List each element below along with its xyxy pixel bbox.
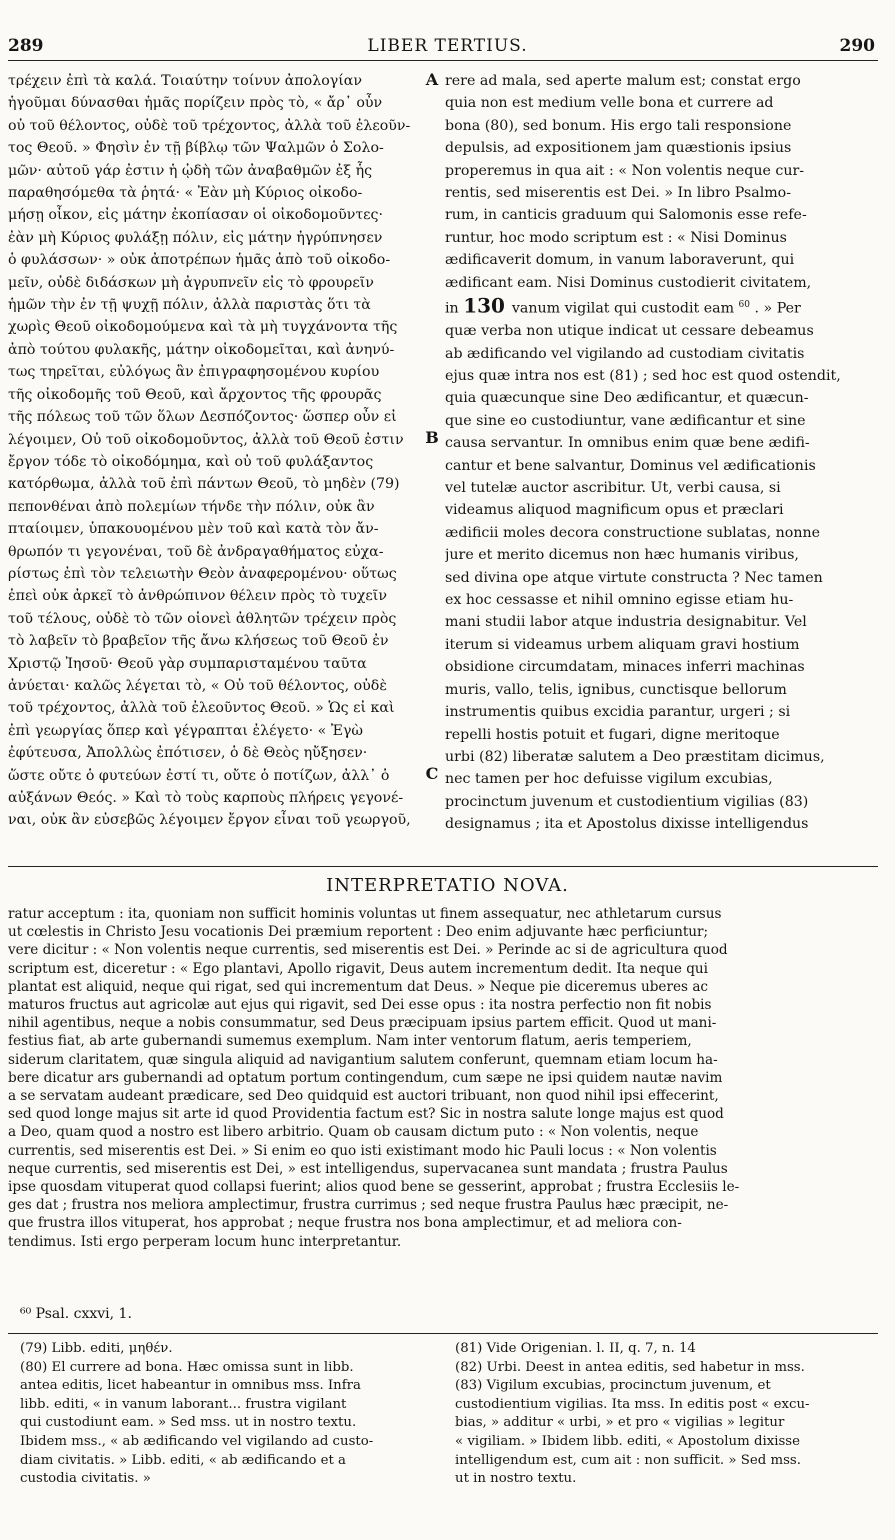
greek-text-line: χωρὶς Θεοῦ οἰκοδομούμενα καὶ τὰ μὴ τυγχάνοντα τῆς — [8, 319, 398, 336]
interpretatio-line: nihil agentibus, neque a nobis consummatur, sed Deus præcipuam ipsius partem efficit. Quod ut mani- — [8, 1015, 717, 1032]
latin-text-line: properemus in qua ait : « Non volentis neque cur- — [445, 162, 805, 179]
footnote-line: (80) El currere ad bona. Hæc omissa sunt in libb. — [20, 1359, 354, 1375]
latin-text-line: ædificant eam. Nisi Dominus custodierit civitatem, — [445, 274, 812, 291]
footnote-line: bias, » additur « urbi, » et pro « vigilias » legitur — [455, 1415, 785, 1431]
interpretatio-line: sed quod longe majus sit arte id quod Providentia factum est? Sic in nostra salute longe majus est quod — [8, 1106, 724, 1123]
footnote-line: (81) Vide Origenian. l. II, q. 7, n. 14 — [455, 1341, 696, 1356]
latin-text-line: ex hoc cessasse et nihil omnino egisse etiam hu- — [445, 592, 794, 609]
greek-text-line: μεῖν, οὐδὲ διδάσκων μὴ ἀγρυπνεῖν εἰς τὸ φρουρεῖν — [8, 274, 374, 291]
latin-text-line: depulsis, ad expositionem jam quæstionis ipsius — [445, 140, 792, 157]
greek-text-line: ρίστως ἐπὶ τὸν τελειωτὴν Θεὸν ἀναφερομένου· οὕτως — [8, 565, 397, 582]
latin-text-line: obsidione circumdatam, minaces inferri machinas — [445, 659, 805, 676]
greek-text-line: τῆς οἰκοδομῆς τοῦ Θεοῦ, καὶ ἄρχοντος τῆς φρουρᾶς — [8, 386, 382, 403]
right-page-number: 290 — [839, 36, 875, 56]
latin-text-line: ædificaverit domum, in vanum laboraverunt, qui — [445, 252, 795, 269]
greek-text-line: κατόρθωμα, ἀλλὰ τοῦ ἐπὶ πάντων Θεοῦ, τὸ μηδὲν (79) — [8, 476, 400, 493]
notes-right-column — [455, 1340, 880, 1489]
greek-text-line: ἐπὶ γεωργίας ὅπερ καὶ γέγραπται ἐλέγετο· « Ἐγὼ — [8, 722, 364, 739]
latin-text-line: vel tutelæ auctor ascribitur. Ut, verbi causa, si — [445, 480, 781, 497]
latin-text-line: rentis, sed miserentis est Dei. » In libro Psalmo- — [445, 185, 792, 202]
interpretatio-line: ipse quosdam vituperat quod collapsi fuerint; alios quod bene se gesserint, approbat ; frustra Ecclesiis le- — [8, 1179, 740, 1196]
greek-text-line: παραθησόμεθα τὰ ῥητά· « Ἐὰν μὴ Κύριος οἰκοδο- — [8, 185, 363, 202]
latin-text-line: videamus aliquod magnificum opus et præclari — [445, 502, 784, 519]
footnote-line: libb. editi, « in vanum laborant... frustra vigilant — [20, 1396, 347, 1412]
latin-text-line: sed divina ope atque virtute constructa ? Nec tamen — [445, 569, 823, 586]
interpretatio-line: tendimus. Isti ergo perperam locum hunc interpretantur. — [8, 1233, 402, 1250]
greek-text-line: Χριστῷ Ἰησοῦ· Θεοῦ γὰρ συμπαρισταμένου ταῦτα — [8, 655, 367, 672]
greek-text-line: τὸ λαβεῖν τὸ βραβεῖον τῆς ἄνω κλήσεως τοῦ Θεοῦ ἐν — [8, 633, 389, 650]
greek-text-line: τρέχειν ἐπὶ τὰ καλά. Τοιαύτην τοίνυν ἀπολογίαν — [8, 73, 362, 89]
interpretatio-text — [8, 905, 878, 1251]
greek-text-line: ἐφύτευσα, Ἀπολλὼς ἐπότισεν, ὁ δὲ Θεὸς ηὔξησεν· — [8, 745, 368, 762]
greek-column — [8, 70, 423, 832]
interpretatio-line: currentis, sed miserentis est Dei. » Si enim eo quo isti existimant modo hic Pauli locus : « Non volentis — [8, 1142, 717, 1159]
section-rule — [8, 866, 878, 867]
greek-text-line: τος Θεοῦ. » Φησὶν ἐν τῇ βίβλῳ τῶν Ψαλμῶν ὁ Σολο- — [8, 140, 384, 157]
running-title: LIBER TERTIUS. — [367, 36, 528, 56]
greek-text-line: τῆς πόλεως τοῦ τῶν ὅλων Δεσπόζοντος· ὥσπερ οὖν εἰ — [8, 409, 397, 426]
interpretatio-title: INTERPRETATIO NOVA. — [326, 875, 569, 896]
latin-text-line: bona (80), sed bonum. His ergo tali responsione — [445, 117, 792, 134]
header-rule — [8, 60, 878, 61]
greek-text-line: τοῦ τρέχοντος, ἀλλὰ τοῦ ἐλεοῦντος Θεοῦ. » Ὡς εἰ καὶ — [8, 700, 395, 717]
latin-text-line: instrumentis quibus excidia parantur, urgeri ; si — [445, 704, 791, 721]
interpretatio-line: festius fiat, ab arte gubernandi sumemus exemplum. Nam inter ventorum flatum, aeris temperiem, — [8, 1033, 692, 1050]
greek-text-line: ναι, οὐκ ἂν εὐσεβῶς λέγοιμεν ἔργον εἶναι τοῦ γεωργοῦ, — [8, 812, 411, 829]
page-header — [0, 36, 895, 58]
greek-text-line: ὁ φυλάσσων· » οὐκ ἀποτρέπων ἡμᾶς ἀπὸ τοῦ οἰκοδο- — [8, 252, 391, 269]
footnote-line: intelligendum est, cum ait : non sufficit. » Sed mss. — [455, 1452, 801, 1468]
footnote-line: Ibidem mss., « ab ædificando vel vigilando ad custo- — [20, 1433, 374, 1449]
greek-text-line: ἐὰν μὴ Κύριος φυλάξῃ πόλιν, εἰς μάτην ἠγρύπνησεν — [8, 229, 383, 246]
interpretatio-line: a Deo, quam quod a nostro est libero arbitrio. Quam ob causam dictum puto : « Non volentis, neque — [8, 1124, 699, 1141]
greek-text-line: μῶν· αὐτοῦ γάρ ἐστιν ἡ ᾠδὴ τῶν ἀναβαθμῶν ἐξ ἧς — [8, 162, 373, 179]
latin-text-line: ab ædificando vel vigilando ad custodiam civitatis — [445, 345, 805, 362]
footnote-line: qui custodiunt eam. » Sed mss. ut in nostro textu. — [20, 1415, 357, 1431]
greek-text-line: ἐπεὶ οὐκ ἀρκεῖ τὸ ἀνθρώπινον θέλειν πρὸς τὸ τυχεῖν — [8, 588, 387, 605]
latin-text-line: designamus ; ita et Apostolus dixisse intelligendus — [445, 816, 809, 833]
greek-text-line: ἀπὸ τούτου φυλακῆς, μάτην οἰκοδομεῖται, καὶ ἀνηνύ- — [8, 341, 395, 358]
greek-text-line: ἡμῶν τὴν ἐν τῇ ψυχῇ πόλιν, ἀλλὰ παριστὰς ὅτι τὰ — [8, 297, 371, 314]
latin-text-line: mani studii labor atque industria designabitur. Vel — [445, 614, 807, 631]
interpretatio-line: bere dicatur ars gubernandi ad optatum portum contingendum, cum sæpe ne ipsi quidem nautæ navim — [8, 1069, 723, 1086]
margin-letter-b: B — [425, 428, 439, 447]
left-page-number: 289 — [8, 36, 44, 56]
greek-text-line: θρωπόν τι γεγονέναι, τοῦ δὲ ἀνδραγαθήματος εὐχα- — [8, 543, 384, 560]
scripture-reference-footnote: ⁶⁰ Psal. cxxvi, 1. — [20, 1306, 132, 1322]
greek-text-line: τως τηρεῖται, εὐλόγως ἂν ἐπιγραφησομένου κυρίου — [8, 364, 380, 381]
margin-letter-c: C — [425, 764, 439, 783]
interpretatio-line: ges dat ; frustra nos meliora amplectimur, frustra currimus ; sed neque frustra Paulus hæc præcipit, ne- — [8, 1197, 729, 1214]
latin-text-line: runtur, hoc modo scriptum est : « Nisi Dominus — [445, 229, 787, 246]
latin-text-line: urbi (82) liberatæ salutem a Deo præstitam dicimus, — [445, 748, 825, 765]
interpretatio-line: maturos fructus aut agricolæ aut ejus qui rigavit, sed Dei esse opus : ita nostra perfectio non fit nobis — [8, 997, 712, 1014]
interpretatio-line: scriptum est, diceretur : « Ego plantavi, Apollo rigavit, Deus autem incrementum dedit. Ita neque qui — [8, 960, 709, 977]
notes-left-column — [20, 1340, 440, 1489]
latin-column — [445, 70, 880, 836]
footnote-line: ut in nostro textu. — [455, 1471, 577, 1487]
latin-text-line: iterum si videamus urbem aliquam gravi hostium — [445, 636, 800, 653]
greek-text-line: μήσῃ οἶκον, εἰς μάτην ἐκοπίασαν οἱ οἰκοδομοῦντες· — [8, 207, 383, 224]
greek-text-line: τοῦ τέλους, οὐδὲ τὸ τῶν οἱονεὶ ἀθλητῶν τρέχειν πρὸς — [8, 610, 397, 627]
greek-text-line: λέγοιμεν, Οὐ τοῦ οἰκοδομοῦντος, ἀλλὰ τοῦ Θεοῦ ἐστιν — [8, 431, 404, 448]
footnote-line: (82) Urbi. Deest in antea editis, sed habetur in mss. — [455, 1359, 805, 1375]
interpretatio-line: neque currentis, sed miserentis est Dei, » est intelligendus, supervacanea sunt mandata ; frustra Paulus — [8, 1160, 728, 1177]
interpretatio-line: ratur acceptum : ita, quoniam non sufficit hominis voluntas ut finem assequatur, nec athletarum cursus — [8, 906, 722, 922]
footnote-line: « vigiliam. » Ibidem libb. editi, « Apostolum dixisse — [455, 1433, 800, 1449]
interpretatio-line: siderum claritatem, quæ singula aliquid ad navigantium salutem conferunt, quemnam etiam locum ha- — [8, 1051, 718, 1068]
latin-text-line: que sine eo custodiuntur, vane ædificantur et sine — [445, 412, 806, 429]
interpretatio-line: que frustra illos vituperat, hos approbat ; neque frustra nos bona amplectimur, et ad meliora con- — [8, 1215, 682, 1232]
latin-text-line: quia quæcunque sine Deo ædificantur, et quæcun- — [445, 390, 809, 407]
greek-text-line: αὐξάνων Θεός. » Καὶ τὸ τοὺς καρποὺς πλήρεις γεγονέ- — [8, 790, 404, 806]
interpretatio-line: vere dicitur : « Non volentis neque currentis, sed miserentis est Dei. » Perinde ac si de agricultura quod — [8, 942, 728, 959]
footnote-line: custodientium vigilias. Ita mss. In editis post « excu- — [455, 1396, 810, 1412]
latin-text-line: causa servantur. In omnibus enim quæ bene ædifi- — [445, 435, 810, 452]
latin-text-line: jure et merito dicemus non hæc humanis viribus, — [445, 547, 799, 564]
footnote-line: antea editis, licet habeantur in omnibus mss. Infra — [20, 1378, 361, 1394]
greek-text-line: πταίοιμεν, ὑπακουομένου μὲν τοῦ καὶ κατὰ τὸν ἄν- — [8, 521, 379, 538]
margin-letter-a: A — [425, 70, 439, 89]
footnote-line: custodia civitatis. » — [20, 1471, 151, 1487]
footnote-line: (83) Vigilum excubias, procinctum juvenum, et — [455, 1378, 771, 1394]
latin-text-line: ejus quæ intra nos est (81) ; sed hoc est quod ostendit, — [445, 368, 841, 385]
latin-text-line: cantur et bene salvantur, Dominus vel ædificationis — [445, 457, 816, 474]
latin-text-line: rere ad mala, sed aperte malum est; constat ergo — [445, 73, 801, 89]
latin-text-line: quæ verba non utique indicat ut cessare debeamus — [445, 323, 814, 340]
latin-text-line: in 130 vanum vigilat qui custodit eam $^{60}$ . » Per — [445, 294, 801, 318]
footnote-line: diam civitatis. » Libb. editi, « ab ædificando et a — [20, 1452, 346, 1468]
latin-text-line: repelli hostis potuit et fugari, digne meritoque — [445, 726, 780, 743]
latin-text-line: muris, vallo, telis, ignibus, cunctisque bellorum — [445, 681, 787, 698]
interpretatio-line: ut cœlestis in Christo Jesu vocationis Dei præmium reportent : Deo enim adjuvante hæc perficiuntur; — [8, 924, 709, 941]
latin-text-line: rum, in canticis graduum qui Salomonis esse refe- — [445, 207, 807, 224]
latin-text-line: quia non est medium velle bona et currere ad — [445, 95, 774, 112]
greek-text-line: ἀνύεται· καλῶς λέγεται τὸ, « Οὐ τοῦ θέλοντος, οὐδὲ — [8, 677, 387, 694]
greek-text-line: πεπονθέναι ἀπὸ πολεμίων τήνδε τὴν πόλιν, οὐκ ἂν — [8, 498, 375, 515]
interpretatio-line: plantat est aliquid, neque qui rigat, sed qui incrementum dat Deus. » Neque pie diceremus uberes ac — [8, 978, 709, 995]
greek-text-line: ἔργον τόδε τὸ οἰκοδόμημα, καὶ οὐ τοῦ φυλάξαντος — [8, 453, 374, 470]
notes-rule — [8, 1333, 878, 1334]
greek-text-line: ὥστε οὔτε ὁ φυτεύων ἐστί τι, οὔτε ὁ ποτίζων, ἀλλ᾽ ὁ — [8, 767, 390, 784]
latin-text-line: procinctum juvenum et custodientium vigilias (83) — [445, 793, 809, 810]
latin-text-line: ædificii moles decora constructione sublatas, nonne — [445, 524, 820, 541]
latin-text-line: nec tamen per hoc defuisse vigilum excubias, — [445, 771, 773, 788]
greek-text-line: ἡγοῦμαι δύνασθαι ἡμᾶς πορίζειν πρὸς τὸ, « ἄρ᾽ οὖν — [8, 95, 383, 112]
interpretatio-line: a se servatam audeant prædicare, sed Deo quidquid est auctori tribuant, non quod nihil ipsi effecerint, — [8, 1088, 719, 1105]
footnote-line: (79) Libb. editi, μηθέν. — [20, 1341, 173, 1356]
greek-text-line: οὐ τοῦ θέλοντος, οὐδὲ τοῦ τρέχοντος, ἀλλὰ τοῦ ἐλεοῦν- — [8, 117, 411, 134]
